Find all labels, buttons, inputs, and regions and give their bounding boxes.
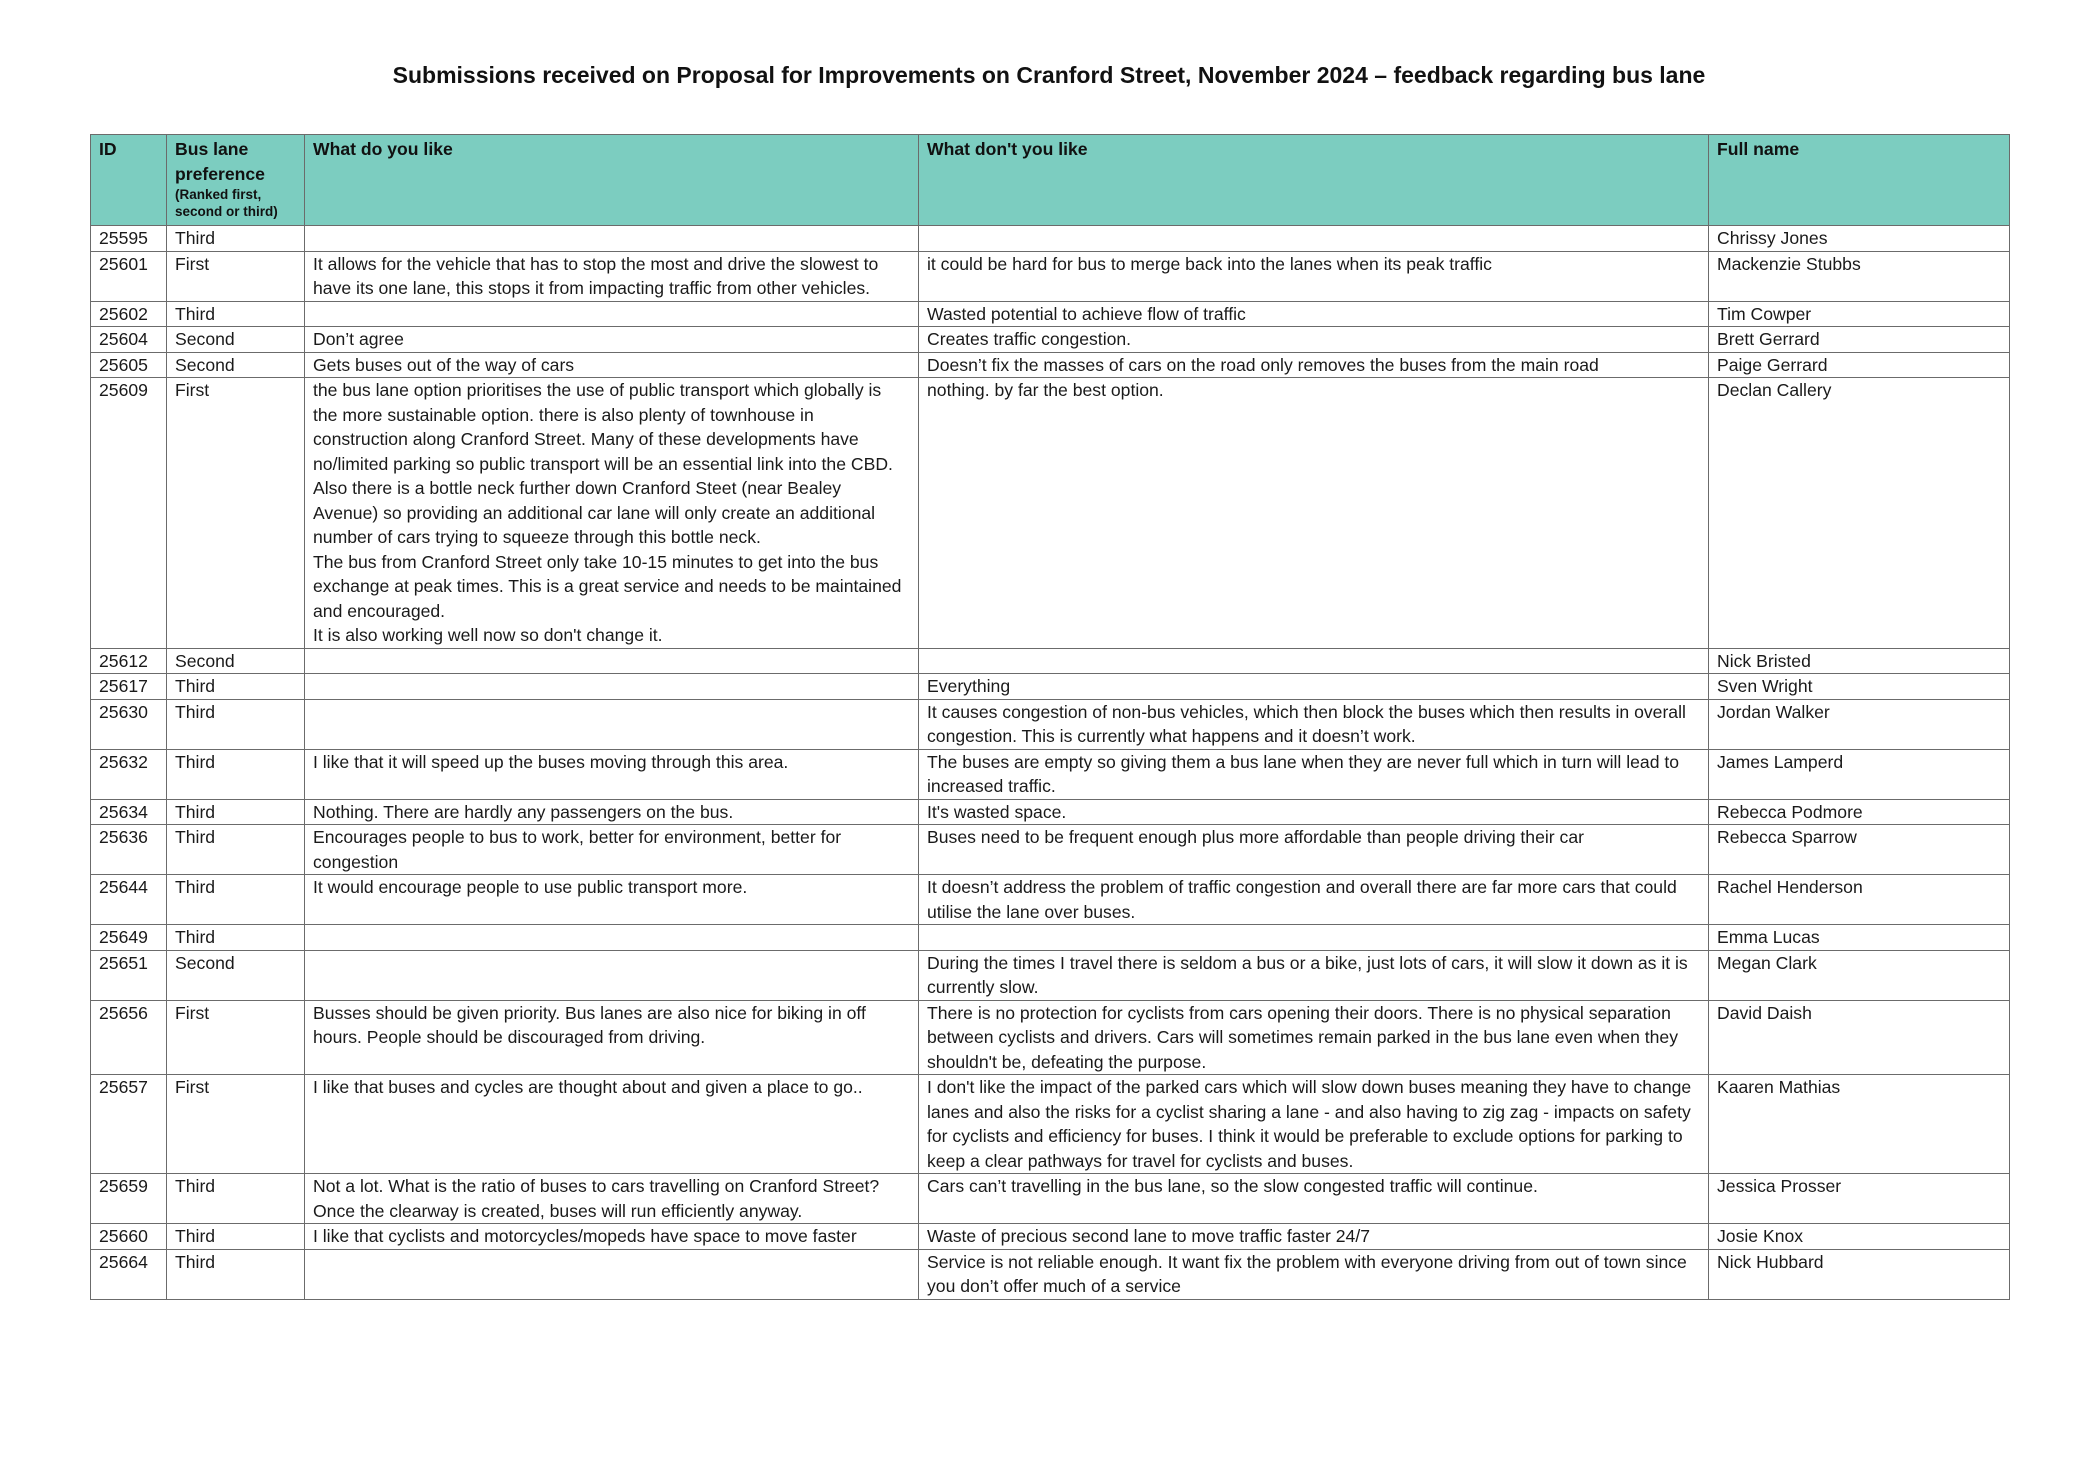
table-row [91,1249,2010,1299]
cell-preference: Third [167,825,305,875]
table-row [91,825,2010,875]
table-row [91,648,2010,674]
table-row [91,251,2010,301]
cell-dislike: It causes congestion of non-bus vehicles, which then block the buses which then results in overall congestion. This is currently what happens and it doesn’t work. [919,699,1709,749]
cell-full-name: Sven Wright [1709,674,2010,700]
cell-preference: Third [167,674,305,700]
cell-full-name: Mackenzie Stubbs [1709,251,2010,301]
table-row [91,301,2010,327]
cell-id: 25595 [91,226,167,252]
cell-like [305,301,919,327]
table-row [91,327,2010,353]
cell-id: 25656 [91,1000,167,1075]
table-header [91,135,2010,226]
cell-full-name: Declan Callery [1709,378,2010,649]
cell-id: 25636 [91,825,167,875]
table-row [91,925,2010,951]
cell-dislike [919,226,1709,252]
cell-id: 25660 [91,1224,167,1250]
cell-dislike [919,648,1709,674]
cell-id: 25649 [91,925,167,951]
cell-full-name: Paige Gerrard [1709,352,2010,378]
table-row [91,699,2010,749]
header-dislike: What don't you like [919,135,1709,226]
cell-id: 25602 [91,301,167,327]
cell-preference: Third [167,875,305,925]
table-row [91,1174,2010,1224]
header-id: ID [91,135,167,226]
table-body [91,226,2010,1300]
cell-like: Don’t agree [305,327,919,353]
cell-full-name: Emma Lucas [1709,925,2010,951]
cell-id: 25630 [91,699,167,749]
cell-preference: Second [167,327,305,353]
cell-preference: Third [167,699,305,749]
cell-preference: Second [167,648,305,674]
cell-like [305,925,919,951]
cell-full-name: James Lamperd [1709,749,2010,799]
cell-id: 25664 [91,1249,167,1299]
cell-dislike: nothing. by far the best option. [919,378,1709,649]
cell-preference: Third [167,1174,305,1224]
cell-like: the bus lane option prioritises the use of public transport which globally is the more sustainable option. there is also plenty of townhouse in construction along Cranford Street. Many of these developments have no/limited parking so public transport will be an essential link into the CBD. Also there is a bottle neck further down Cranford Steet (near Bealey Avenue) so providing an additional car lane will only create an additional number of cars trying to squeeze through this bottle neck. The bus from Cranford Street only take 10-15 minutes to get into the bus exchange at peak times. This is a great service and needs to be maintained and encouraged. It is also working well now so don't change it. [305,378,919,649]
cell-id: 25657 [91,1075,167,1174]
header-full-name: Full name [1709,135,2010,226]
table-row [91,1000,2010,1075]
cell-dislike: Doesn’t fix the masses of cars on the road only removes the buses from the main road [919,352,1709,378]
cell-preference: Second [167,950,305,1000]
header-like: What do you like [305,135,919,226]
cell-preference: Third [167,799,305,825]
cell-like [305,950,919,1000]
cell-like [305,648,919,674]
cell-dislike: During the times I travel there is seldom a bus or a bike, just lots of cars, it will slow it down as it is currently slow. [919,950,1709,1000]
submissions-table [90,134,2010,1300]
table-row [91,1075,2010,1174]
cell-preference: Third [167,749,305,799]
cell-like: I like that cyclists and motorcycles/mopeds have space to move faster [305,1224,919,1250]
cell-preference: Third [167,301,305,327]
cell-like [305,674,919,700]
header-preference-note: (Ranked first, second or third) [175,187,278,219]
cell-dislike: Buses need to be frequent enough plus more affordable than people driving their car [919,825,1709,875]
cell-like [305,226,919,252]
cell-id: 25632 [91,749,167,799]
cell-full-name: Megan Clark [1709,950,2010,1000]
cell-id: 25601 [91,251,167,301]
cell-dislike: Wasted potential to achieve flow of traffic [919,301,1709,327]
cell-id: 25659 [91,1174,167,1224]
cell-preference: Second [167,352,305,378]
cell-id: 25609 [91,378,167,649]
cell-id: 25644 [91,875,167,925]
header-preference [167,135,305,226]
cell-like: Not a lot. What is the ratio of buses to cars travelling on Cranford Street? Once the clearway is created, buses will run efficiently anyway. [305,1174,919,1224]
cell-full-name: Brett Gerrard [1709,327,2010,353]
cell-like: Encourages people to bus to work, better for environment, better for congestion [305,825,919,875]
cell-id: 25605 [91,352,167,378]
cell-like: It allows for the vehicle that has to stop the most and drive the slowest to have its one lane, this stops it from impacting traffic from other vehicles. [305,251,919,301]
cell-full-name: Tim Cowper [1709,301,2010,327]
header-preference-label: Bus lane preference [175,139,265,184]
cell-id: 25617 [91,674,167,700]
cell-like: I like that it will speed up the buses moving through this area. [305,749,919,799]
cell-full-name: Jordan Walker [1709,699,2010,749]
cell-id: 25604 [91,327,167,353]
table-row [91,950,2010,1000]
cell-like [305,1249,919,1299]
table-row [91,674,2010,700]
cell-preference: Third [167,226,305,252]
cell-like: Nothing. There are hardly any passengers on the bus. [305,799,919,825]
cell-full-name: Rebecca Podmore [1709,799,2010,825]
cell-like: I like that buses and cycles are thought about and given a place to go.. [305,1075,919,1174]
cell-preference: First [167,251,305,301]
cell-like: It would encourage people to use public transport more. [305,875,919,925]
cell-preference: Third [167,925,305,951]
table-row [91,875,2010,925]
cell-dislike: Service is not reliable enough. It want fix the problem with everyone driving from out of town since you don’t offer much of a service [919,1249,1709,1299]
cell-dislike [919,925,1709,951]
table-row [91,378,2010,649]
cell-dislike: It's wasted space. [919,799,1709,825]
cell-like [305,699,919,749]
cell-full-name: Nick Bristed [1709,648,2010,674]
cell-id: 25612 [91,648,167,674]
cell-preference: Third [167,1224,305,1250]
cell-dislike: Creates traffic congestion. [919,327,1709,353]
cell-id: 25634 [91,799,167,825]
cell-dislike: Everything [919,674,1709,700]
cell-dislike: Cars can’t travelling in the bus lane, so the slow congested traffic will continue. [919,1174,1709,1224]
cell-dislike: Waste of precious second lane to move traffic faster 24/7 [919,1224,1709,1250]
table-row [91,799,2010,825]
cell-like: Busses should be given priority. Bus lanes are also nice for biking in off hours. People should be discouraged from driving. [305,1000,919,1075]
cell-full-name: Nick Hubbard [1709,1249,2010,1299]
cell-preference: First [167,378,305,649]
table-row [91,1224,2010,1250]
cell-preference: First [167,1000,305,1075]
cell-preference: First [167,1075,305,1174]
page-title: Submissions received on Proposal for Improvements on Cranford Street, November 2024 – feedback regarding bus lane [392,62,1706,88]
cell-full-name: Chrissy Jones [1709,226,2010,252]
cell-full-name: Kaaren Mathias [1709,1075,2010,1174]
cell-full-name: Rebecca Sparrow [1709,825,2010,875]
cell-like: Gets buses out of the way of cars [305,352,919,378]
cell-id: 25651 [91,950,167,1000]
cell-dislike: The buses are empty so giving them a bus lane when they are never full which in turn will lead to increased traffic. [919,749,1709,799]
table-row [91,226,2010,252]
cell-dislike: I don't like the impact of the parked cars which will slow down buses meaning they have to change lanes and also the risks for a cyclist sharing a lane - and also having to zig zag - impacts on safety for cyclists and efficiency for buses. I think it would be preferable to exclude options for parking to keep a clear pathways for travel for cyclists and buses. [919,1075,1709,1174]
cell-dislike: There is no protection for cyclists from cars opening their doors. There is no physical separation between cyclists and drivers. Cars will sometimes remain parked in the bus lane even when they shouldn't be, defeating the purpose. [919,1000,1709,1075]
cell-full-name: Josie Knox [1709,1224,2010,1250]
table-row [91,749,2010,799]
cell-dislike: it could be hard for bus to merge back into the lanes when its peak traffic [919,251,1709,301]
table-row [91,352,2010,378]
cell-dislike: It doesn’t address the problem of traffic congestion and overall there are far more cars that could utilise the lane over buses. [919,875,1709,925]
cell-full-name: Jessica Prosser [1709,1174,2010,1224]
cell-full-name: Rachel Henderson [1709,875,2010,925]
cell-full-name: David Daish [1709,1000,2010,1075]
header-row [91,135,2010,226]
cell-preference: Third [167,1249,305,1299]
